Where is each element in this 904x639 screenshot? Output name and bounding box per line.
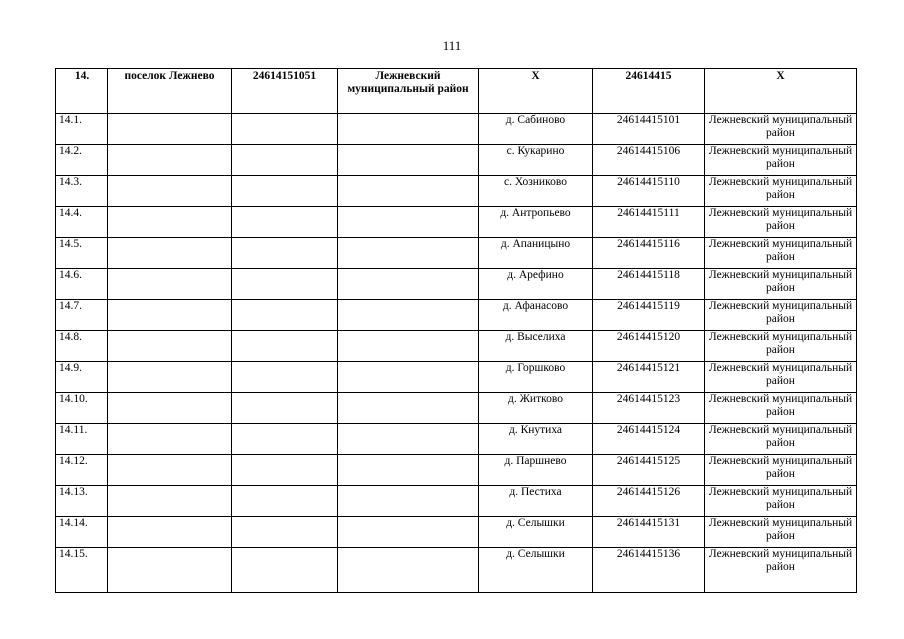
row-settlement-code [232,455,338,486]
row-settlement [108,486,232,517]
table-row [56,424,857,455]
row-locality-district: Лежневский муниципальный район [705,424,857,455]
row-locality-district: Лежневский муниципальный район [705,269,857,300]
row-locality: д. Житково [479,393,593,424]
row-settlement-district [338,114,479,145]
row-settlement [108,176,232,207]
row-settlement-district [338,176,479,207]
row-settlement [108,331,232,362]
table-row [56,300,857,331]
row-settlement-district [338,424,479,455]
row-number: 14.8. [56,331,108,362]
row-number: 14.13. [56,486,108,517]
row-number: 14.12. [56,455,108,486]
row-locality-code: 24614415131 [593,517,705,548]
row-locality: д. Кнутиха [479,424,593,455]
row-settlement-district [338,455,479,486]
table-row [56,393,857,424]
row-locality-district: Лежневский муниципальный район [705,486,857,517]
row-locality: д. Апаницыно [479,238,593,269]
settlement-registry-table [55,68,857,593]
row-settlement-district [338,517,479,548]
row-locality-district: Лежневский муниципальный район [705,300,857,331]
row-locality: д. Пестиха [479,486,593,517]
row-settlement-district [338,300,479,331]
table-row [56,331,857,362]
row-locality-code: 24614415124 [593,424,705,455]
row-locality-code: 24614415111 [593,207,705,238]
table-row [56,145,857,176]
row-settlement [108,207,232,238]
row-locality-district: Лежневский муниципальный район [705,145,857,176]
header-locality-district: Х [705,69,857,114]
table-row [56,362,857,393]
row-number: 14.4. [56,207,108,238]
row-locality: д. Паршнево [479,455,593,486]
header-locality: Х [479,69,593,114]
row-settlement-district [338,145,479,176]
table-row [56,455,857,486]
row-settlement-code [232,238,338,269]
row-locality-district: Лежневский муниципальный район [705,548,857,593]
row-number: 14.6. [56,269,108,300]
row-number: 14.10. [56,393,108,424]
row-locality-code: 24614415136 [593,548,705,593]
row-settlement-code [232,207,338,238]
row-settlement [108,517,232,548]
header-locality-code: 24614415 [593,69,705,114]
row-number: 14.7. [56,300,108,331]
row-locality: с. Хозниково [479,176,593,207]
row-locality-code: 24614415110 [593,176,705,207]
row-settlement-district [338,331,479,362]
row-settlement [108,362,232,393]
row-settlement-district [338,269,479,300]
row-settlement [108,114,232,145]
row-settlement [108,238,232,269]
row-settlement [108,548,232,593]
row-locality-code: 24614415126 [593,486,705,517]
row-number: 14.11. [56,424,108,455]
row-locality: д. Селышки [479,548,593,593]
row-locality-district: Лежневский муниципальный район [705,114,857,145]
row-number: 14.5. [56,238,108,269]
row-settlement [108,145,232,176]
row-settlement-code [232,176,338,207]
table-row [56,486,857,517]
table-row [56,207,857,238]
row-settlement-code [232,362,338,393]
table-row [56,269,857,300]
row-settlement-district [338,238,479,269]
row-locality-code: 24614415101 [593,114,705,145]
row-settlement-code [232,393,338,424]
row-locality-code: 24614415123 [593,393,705,424]
row-settlement-district [338,486,479,517]
row-locality: д. Афанасово [479,300,593,331]
row-settlement-code [232,300,338,331]
row-locality-code: 24614415120 [593,331,705,362]
row-locality: д. Селышки [479,517,593,548]
header-code: 24614151051 [232,69,338,114]
row-settlement [108,424,232,455]
header-settlement: поселок Лежнево [108,69,232,114]
table-row [56,114,857,145]
row-locality: д. Сабиново [479,114,593,145]
row-locality-code: 24614415106 [593,145,705,176]
row-settlement-district [338,548,479,593]
row-locality: д. Горшково [479,362,593,393]
row-locality: с. Кукарино [479,145,593,176]
header-district: Лежневский муниципальный район [338,69,479,114]
table-row [56,517,857,548]
row-settlement-district [338,207,479,238]
row-number: 14.14. [56,517,108,548]
row-settlement-code [232,145,338,176]
row-settlement [108,300,232,331]
row-locality-district: Лежневский муниципальный район [705,393,857,424]
row-number: 14.3. [56,176,108,207]
table-header-row [56,69,857,114]
row-locality-district: Лежневский муниципальный район [705,362,857,393]
row-settlement-code [232,424,338,455]
row-number: 14.9. [56,362,108,393]
row-locality-code: 24614415125 [593,455,705,486]
row-settlement [108,455,232,486]
row-locality-code: 24614415116 [593,238,705,269]
row-number: 14.15. [56,548,108,593]
row-locality-district: Лежневский муниципальный район [705,238,857,269]
row-number: 14.1. [56,114,108,145]
table-row [56,548,857,593]
row-locality: д. Антропьево [479,207,593,238]
row-settlement [108,393,232,424]
row-settlement-code [232,548,338,593]
row-locality-district: Лежневский муниципальный район [705,517,857,548]
row-locality-district: Лежневский муниципальный район [705,455,857,486]
table-body [56,69,857,593]
row-settlement-code [232,331,338,362]
row-locality-code: 24614415121 [593,362,705,393]
row-settlement-code [232,114,338,145]
table-row [56,176,857,207]
row-settlement-code [232,269,338,300]
row-locality-code: 24614415118 [593,269,705,300]
row-settlement-district [338,393,479,424]
row-settlement-district [338,362,479,393]
header-number: 14. [56,69,108,114]
row-settlement-code [232,486,338,517]
row-locality: д. Арефино [479,269,593,300]
row-locality: д. Выселиха [479,331,593,362]
row-number: 14.2. [56,145,108,176]
row-locality-district: Лежневский муниципальный район [705,207,857,238]
row-locality-district: Лежневский муниципальный район [705,331,857,362]
row-locality-code: 24614415119 [593,300,705,331]
table-row [56,238,857,269]
row-settlement-code [232,517,338,548]
row-locality-district: Лежневский муниципальный район [705,176,857,207]
row-settlement [108,269,232,300]
page-number: 111 [442,38,462,53]
